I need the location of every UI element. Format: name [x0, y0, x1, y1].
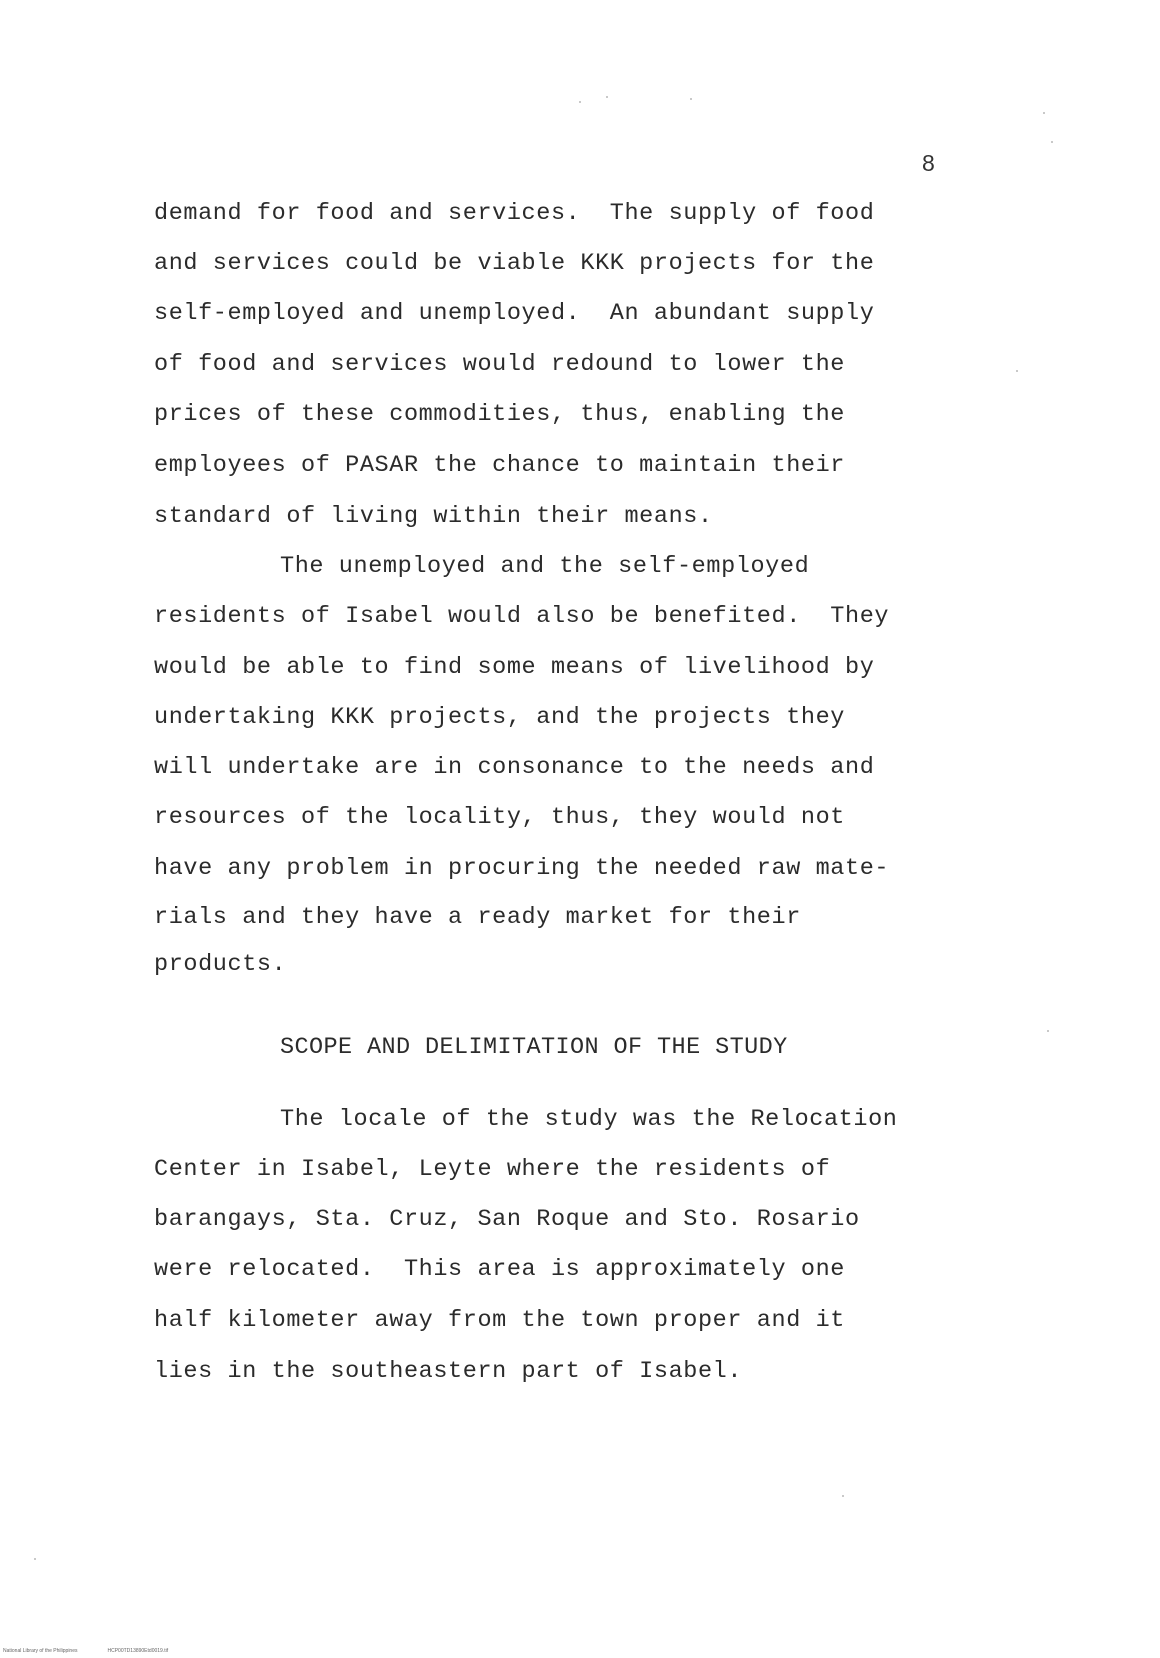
paragraph-2-line: resources of the locality, thus, they would not [154, 804, 846, 831]
scan-speck [1051, 141, 1053, 143]
scan-speck [842, 1495, 844, 1497]
scan-speck [606, 96, 608, 98]
paragraph-1-line: demand for food and services. The supply of food [154, 200, 875, 227]
paragraph-2-line: will undertake are in consonance to the needs and [154, 754, 875, 781]
paragraph-3-line: The locale of the study was the Relocation [280, 1106, 898, 1133]
paragraph-2-line: residents of Isabel would also be benefited. They [154, 603, 890, 630]
paragraph-1-line: standard of living within their means. [154, 503, 713, 530]
paragraph-1-line: employees of PASAR the chance to maintain their [154, 452, 846, 479]
paragraph-2-line: The unemployed and the self-employed [280, 553, 810, 580]
footer-library: National Library of the Philippines [3, 1648, 78, 1654]
scan-footer [3, 1648, 168, 1654]
footer-file-code: HCP00TD13890Etd0019.tif [107, 1648, 169, 1654]
scan-speck [34, 1558, 36, 1560]
paragraph-1-line: and services could be viable KKK projects for the [154, 250, 875, 277]
scan-speck [1047, 1030, 1049, 1032]
page-number: 8 [922, 150, 935, 176]
paragraph-3-line: Center in Isabel, Leyte where the residents of [154, 1156, 831, 1183]
paragraph-1-line: prices of these commodities, thus, enabling the [154, 401, 846, 428]
section-heading: SCOPE AND DELIMITATION OF THE STUDY [280, 1034, 788, 1061]
paragraph-3-line: lies in the southeastern part of Isabel. [154, 1358, 743, 1385]
paragraph-2-line: would be able to find some means of livelihood by [154, 654, 875, 681]
paragraph-2-line: products. [154, 951, 287, 978]
scan-speck [690, 98, 692, 100]
scan-speck [579, 101, 581, 103]
scan-speck [1043, 112, 1045, 114]
paragraph-2-line: rials and they have a ready market for their [154, 904, 801, 931]
paragraph-2-line: have any problem in procuring the needed raw mate- [154, 855, 890, 882]
paragraph-3-line: barangays, Sta. Cruz, San Roque and Sto. Rosario [154, 1206, 860, 1233]
paragraph-2-line: undertaking KKK projects, and the projects they [154, 704, 846, 731]
scan-speck [1016, 370, 1018, 372]
paragraph-1-line: self-employed and unemployed. An abundant supply [154, 300, 875, 327]
paragraph-3-line: were relocated. This area is approximately one [154, 1256, 846, 1283]
paragraph-1-line: of food and services would redound to lower the [154, 351, 846, 378]
paragraph-3-line: half kilometer away from the town proper and it [154, 1307, 846, 1334]
